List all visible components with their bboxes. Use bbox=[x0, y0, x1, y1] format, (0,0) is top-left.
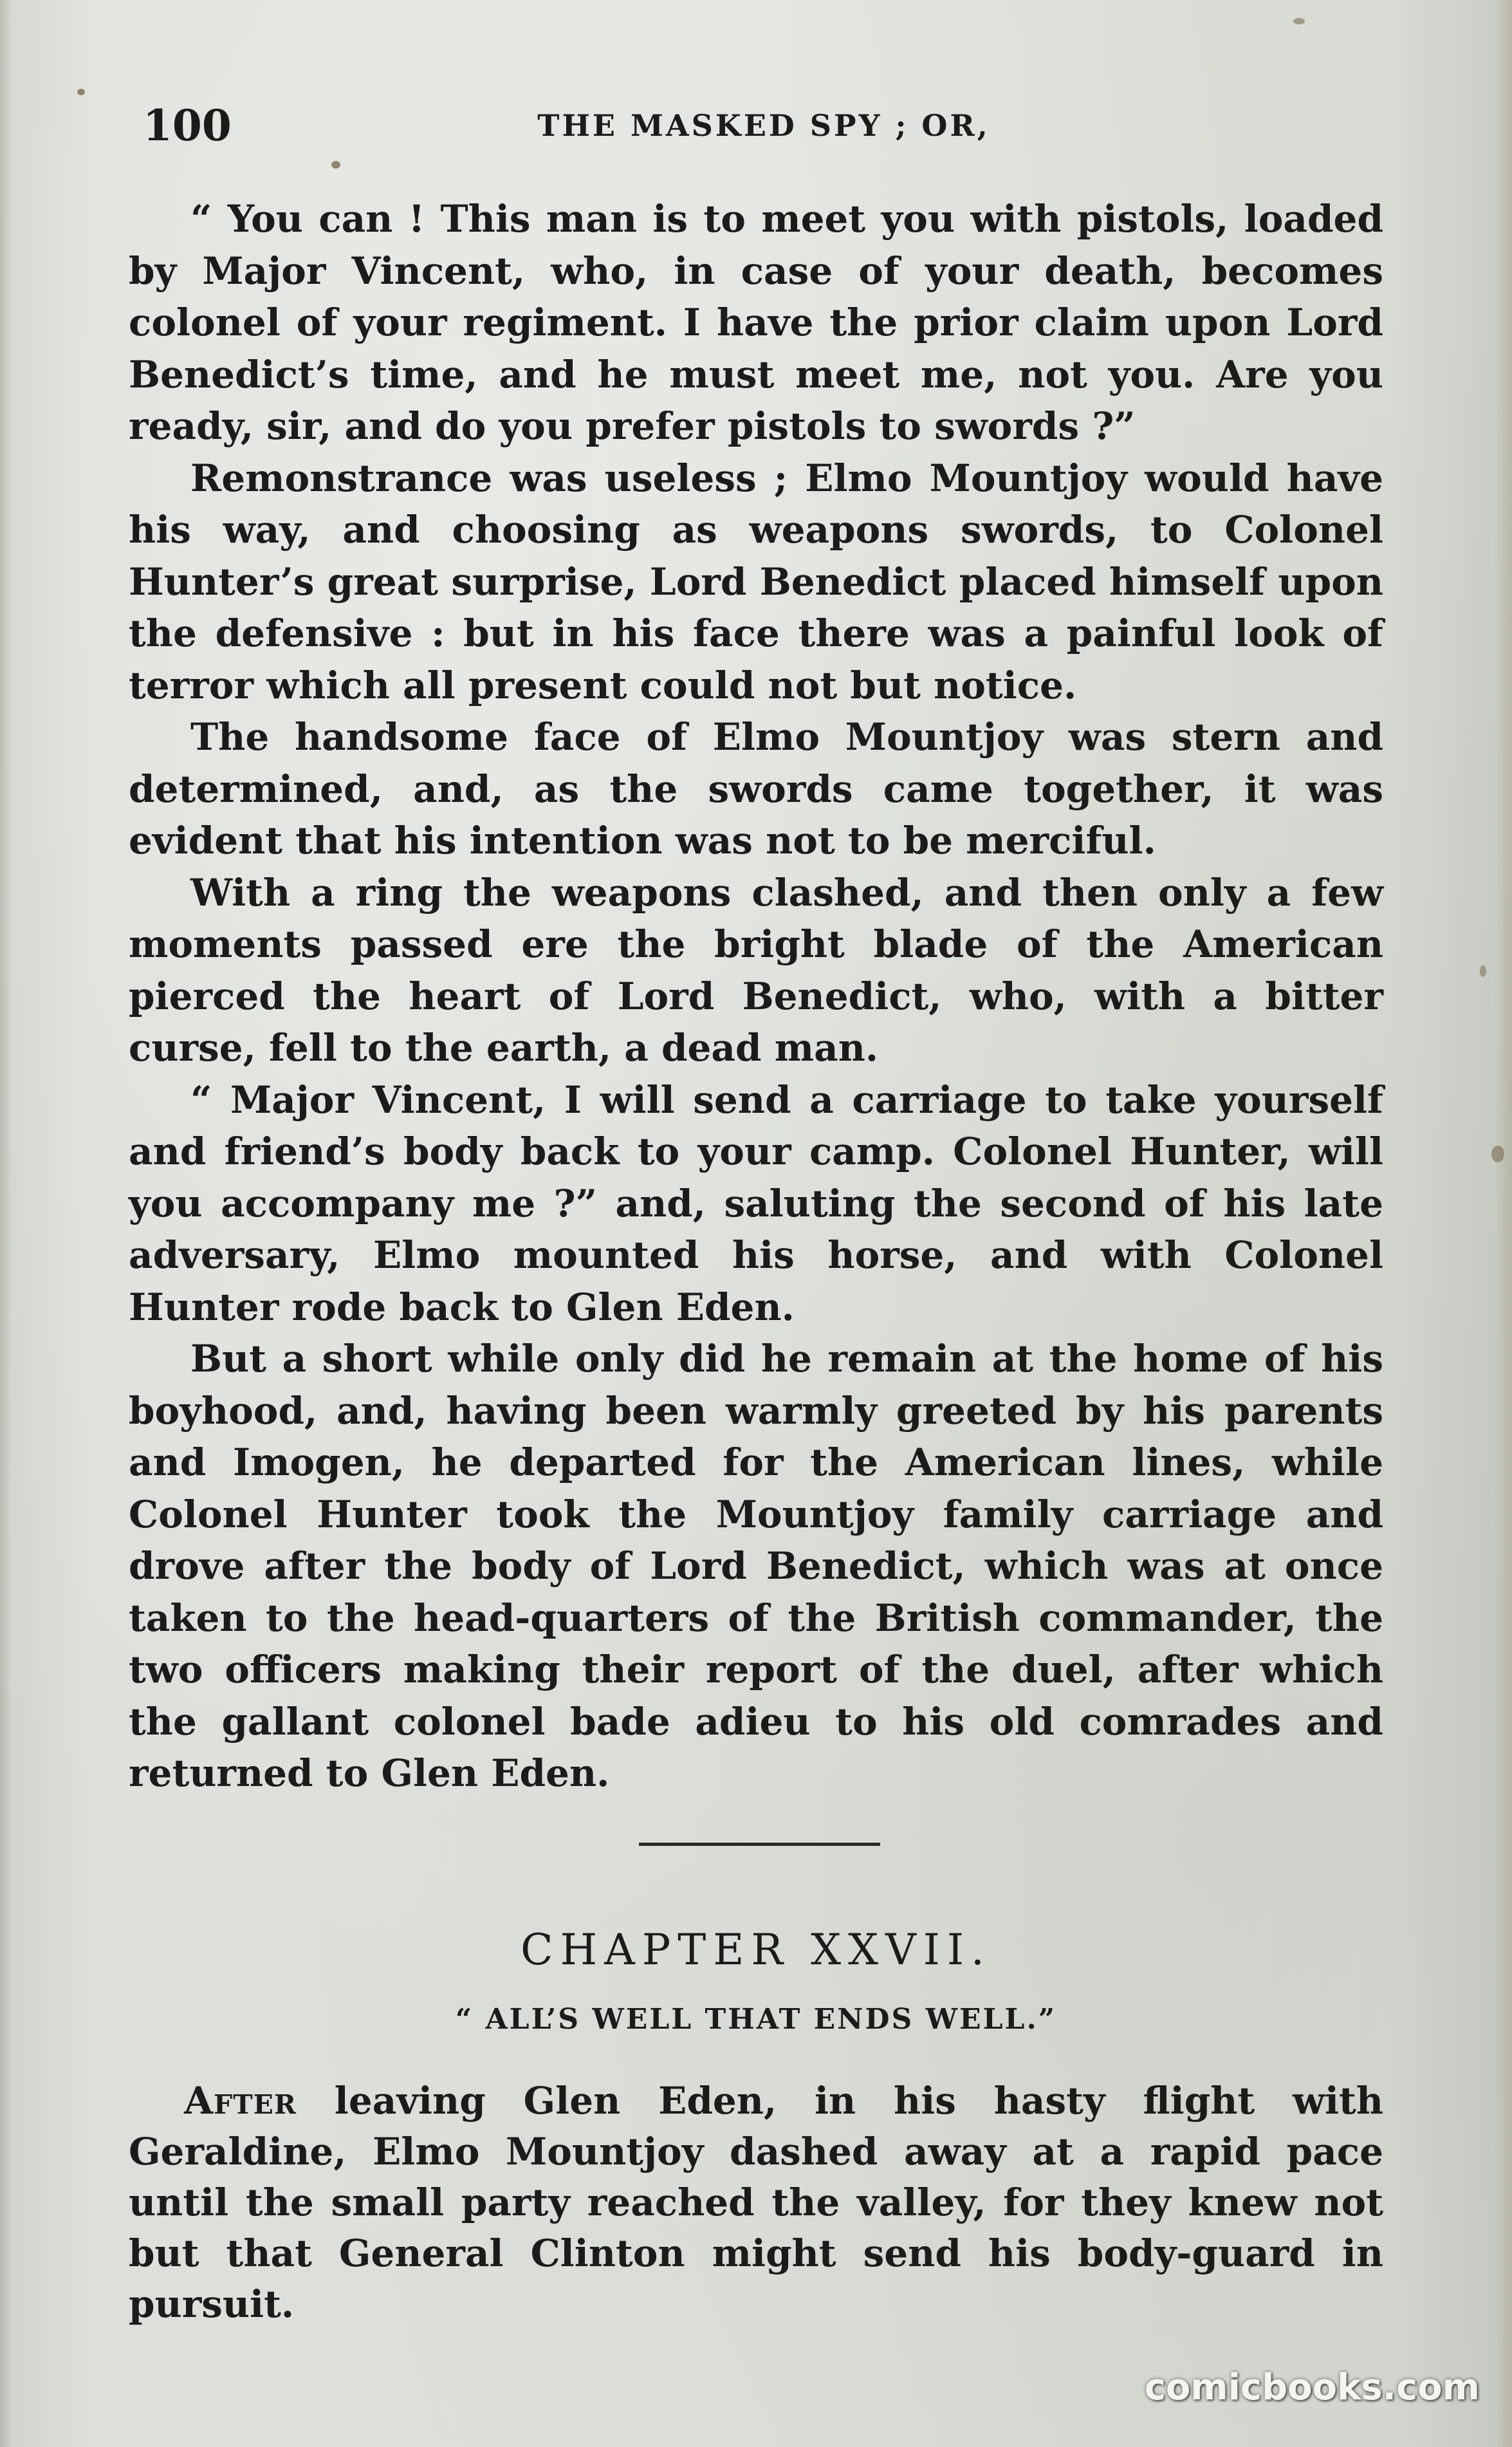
paragraph: Remonstrance was useless ; Elmo Mountjoy would have his way, and choosing as weapons swords, to Colonel Hunter’s great surprise, Lord Benedict placed himself upon the defensive : but in his face there was a painful look of terror which all present could not but notice. bbox=[129, 456, 1383, 707]
page-edge-shadow-right bbox=[1495, 0, 1512, 2447]
running-head: THE MASKED SPY ; OR, bbox=[537, 108, 990, 143]
chapter-opening-paragraph bbox=[129, 2076, 1383, 2330]
section-divider-rule bbox=[639, 1843, 880, 1846]
paragraph: The handsome face of Elmo Mountjoy was stern and determined, and, as the swords came together, it was evident that his intention was not to be merciful. bbox=[129, 715, 1383, 862]
chapter-subtitle: “ ALL’S WELL THAT ENDS WELL.” bbox=[455, 2003, 1057, 2036]
page-number: 100 bbox=[143, 100, 232, 151]
chapter-lead-word: After bbox=[184, 2079, 297, 2123]
body-text bbox=[129, 193, 1383, 1800]
paper-speck bbox=[1293, 18, 1305, 24]
paper-speck bbox=[1480, 965, 1486, 977]
chapter-opening bbox=[129, 2076, 1383, 2330]
paper-speck bbox=[77, 89, 85, 95]
paragraph: But a short while only did he remain at the home of his boyhood, and, having been warmly greeted by his parents and Imogen, he departed for the American lines, while Colonel Hunter took the Mountjoy family carriage and drove after the body of Lord Benedict, which was at once taken to the head-quarters of the British commander, the two officers making their report of the duel, after which the gallant colonel bade adieu to his old comrades and returned to Glen Eden. bbox=[129, 1337, 1383, 1795]
paper-speck bbox=[1491, 1146, 1504, 1162]
chapter-opening-text: leaving Glen Eden, in his hasty flight with Geraldine, Elmo Mountjoy dashed away at a rapid pace until the small party reached the valley, for they knew not but that General Clinton might send his body-guard in pursuit. bbox=[129, 2079, 1383, 2326]
paper-speck bbox=[331, 161, 340, 169]
paragraph: With a ring the weapons clashed, and then only a few moments passed ere the bright blade of the American pierced the heart of Lord Benedict, who, with a bitter curse, fell to the earth, a dead man. bbox=[129, 870, 1383, 1070]
paragraph: “ You can ! This man is to meet you with pistols, loaded by Major Vincent, who, in case of your death, becomes colonel of your regiment. I have the prior claim upon Lord Benedict’s time, and he must meet me, not you. Are you ready, sir, and do you prefer pistols to swords ?” bbox=[129, 197, 1383, 448]
chapter-title: CHAPTER XXVII. bbox=[521, 1925, 991, 1975]
paragraph: “ Major Vincent, I will send a carriage to take yourself and friend’s body back to your camp. Colonel Hunter, will you accompany me ?” and, saluting the second of his late adversary, Elmo mounted his horse, and with Colonel Hunter rode back to Glen Eden. bbox=[129, 1077, 1383, 1329]
watermark: comicbooks.com bbox=[1144, 2367, 1480, 2408]
page-header bbox=[143, 97, 1385, 154]
page-edge-shadow-left bbox=[0, 0, 12, 2447]
